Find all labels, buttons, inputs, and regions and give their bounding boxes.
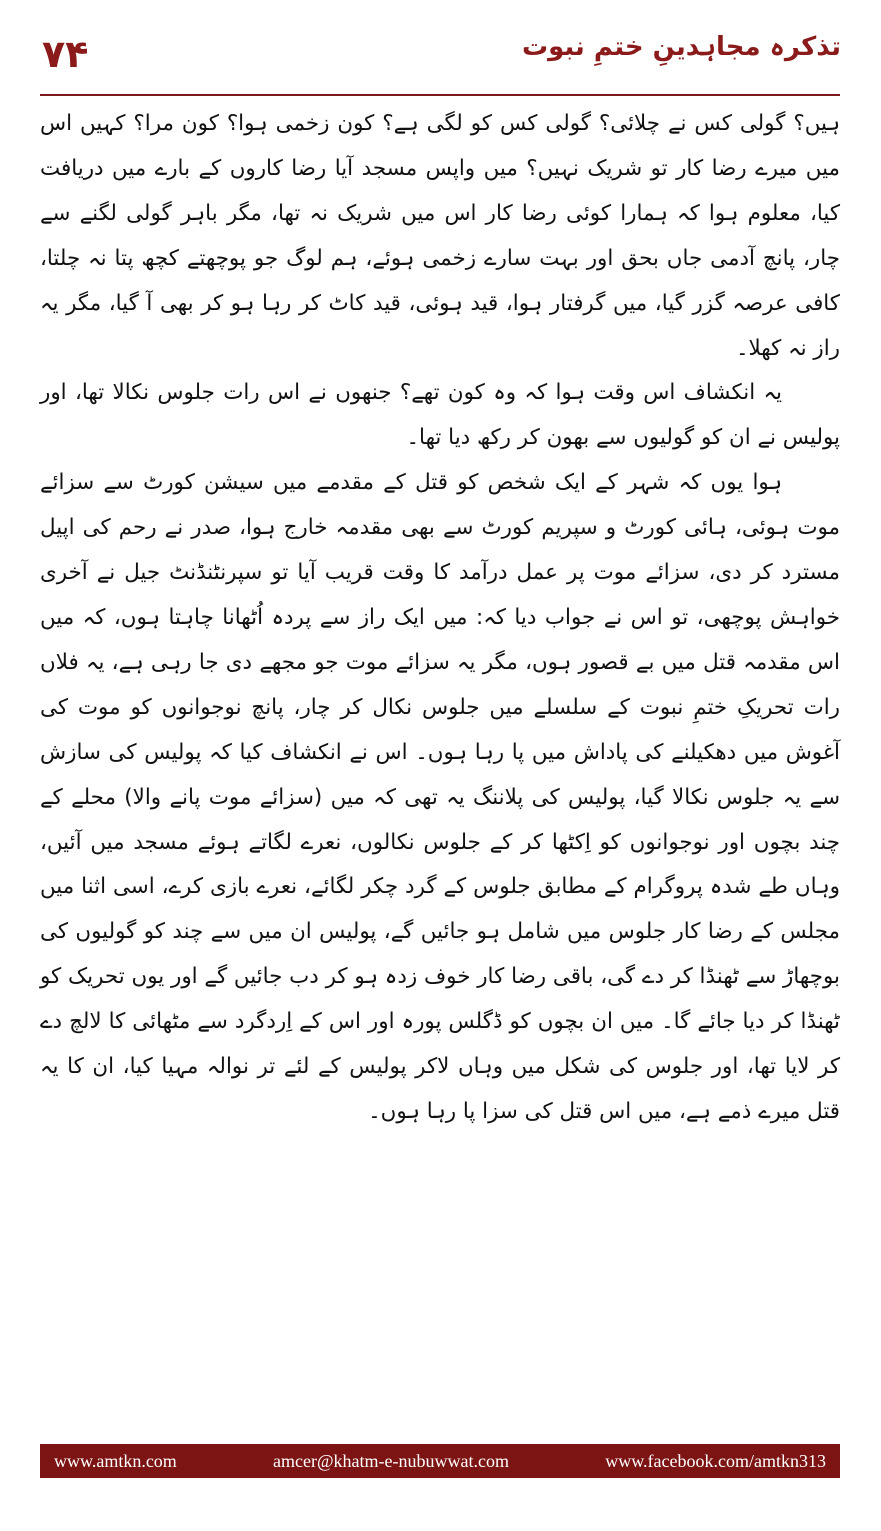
paragraph: ہیں؟ گولی کس نے چلائی؟ گولی کس کو لگی ہے؟ کون زخمی ہوا؟ کون مرا؟ کہیں اس میں میرے رضا کار تو شریک نہیں؟ میں واپس مسجد آیا رضا کاروں کے بارے میں دریافت کیا، معلوم ہوا کہ ہمارا کوئی رضا کار اس میں شریک نہ تھا، مگر باہر گولی لگنے سے چار، پانچ آدمی جاں بحق اور بہت سارے زخمی ہوئے، ہم لوگ جو پوچھتے کچھ پتا نہ چلتا، کافی عرصہ گزر گیا، میں گرفتار ہوا، قید ہوئی، قید کاٹ کر رہا ہو کر بھی آ گیا، مگر یہ راز نہ کھلا۔ — [40, 111, 840, 361]
email-link[interactable]: amcer@khatm-e-nubuwwat.com — [273, 1450, 510, 1471]
website-link[interactable]: www.amtkn.com — [54, 1450, 177, 1471]
body-text — [40, 102, 840, 1135]
header-divider — [40, 94, 840, 96]
page-number: ۷۴ — [42, 32, 89, 76]
paragraph: ہوا یوں کہ شہر کے ایک شخص کو قتل کے مقدمے میں سیشن کورٹ سے سزائے موت ہوئی، ہائی کورٹ و سپریم کورٹ سے بھی مقدمہ خارج ہوا، صدر نے رحم کی اپیل مسترد کر دی، سزائے موت پر عمل درآمد کا وقت قریب آیا تو سپرنٹنڈنٹ جیل نے آخری خواہش پوچھی، تو اس نے جواب دیا کہ: میں ایک راز سے پردہ اُٹھانا چاہتا ہوں، کہ میں اس مقدمہ قتل میں بے قصور ہوں، مگر یہ سزائے موت جو مجھے دی جا رہی ہے، یہ فلاں رات تحریکِ ختمِ نبوت کے سلسلے میں جلوس نکال کر چار، پانچ نوجوانوں کو موت کی آغوش میں دھکیلنے کی پاداش میں پا رہا ہوں۔ اس نے انکشاف کیا کہ پولیس کی سازش سے یہ جلوس نکالا گیا، پولیس کی پلاننگ یہ تھی کہ میں (سزائے موت پانے والا) محلے کے چند بچوں اور نوجوانوں کو اِکٹھا کر کے جلوس نکالوں، نعرے لگاتے ہوئے مسجد میں آئیں، وہاں طے شدہ پروگرام کے مطابق جلوس کے گرد چکر لگائے، نعرے بازی کرے، اسی اثنا میں مجلس کے رضا کار جلوس میں شامل ہو جائیں گے، پولیس ان میں سے چند کو گولیوں کی بوچھاڑ سے ٹھنڈا کر دے گی، باقی رضا کار خوف زدہ ہو کر دب جائیں گے اور یوں تحریک کو ٹھنڈا کر دیا جائے گا۔ میں ان بچوں کو ڈگلس پورہ اور اس کے اِردگرد سے مٹھائی کا لالچ دے کر لایا تھا، اور جلوس کی شکل میں وہاں لاکر پولیس کے لئے تر نوالہ مہیا کیا، ان کا یہ قتل میرے ذمے ہے، میں اس قتل کی سزا پا رہا ہوں۔ — [40, 470, 840, 1124]
paragraph: یہ انکشاف اس وقت ہوا کہ وہ کون تھے؟ جنھوں نے اس رات جلوس نکالا تھا، اور پولیس نے ان کو گولیوں سے بھون کر رکھ دیا تھا۔ — [40, 380, 840, 451]
facebook-link[interactable]: www.facebook.com/amtkn313 — [605, 1450, 826, 1471]
running-title: تذکرہ مجاہدینِ ختمِ نبوت — [521, 32, 841, 62]
footer-bar — [40, 1444, 840, 1478]
